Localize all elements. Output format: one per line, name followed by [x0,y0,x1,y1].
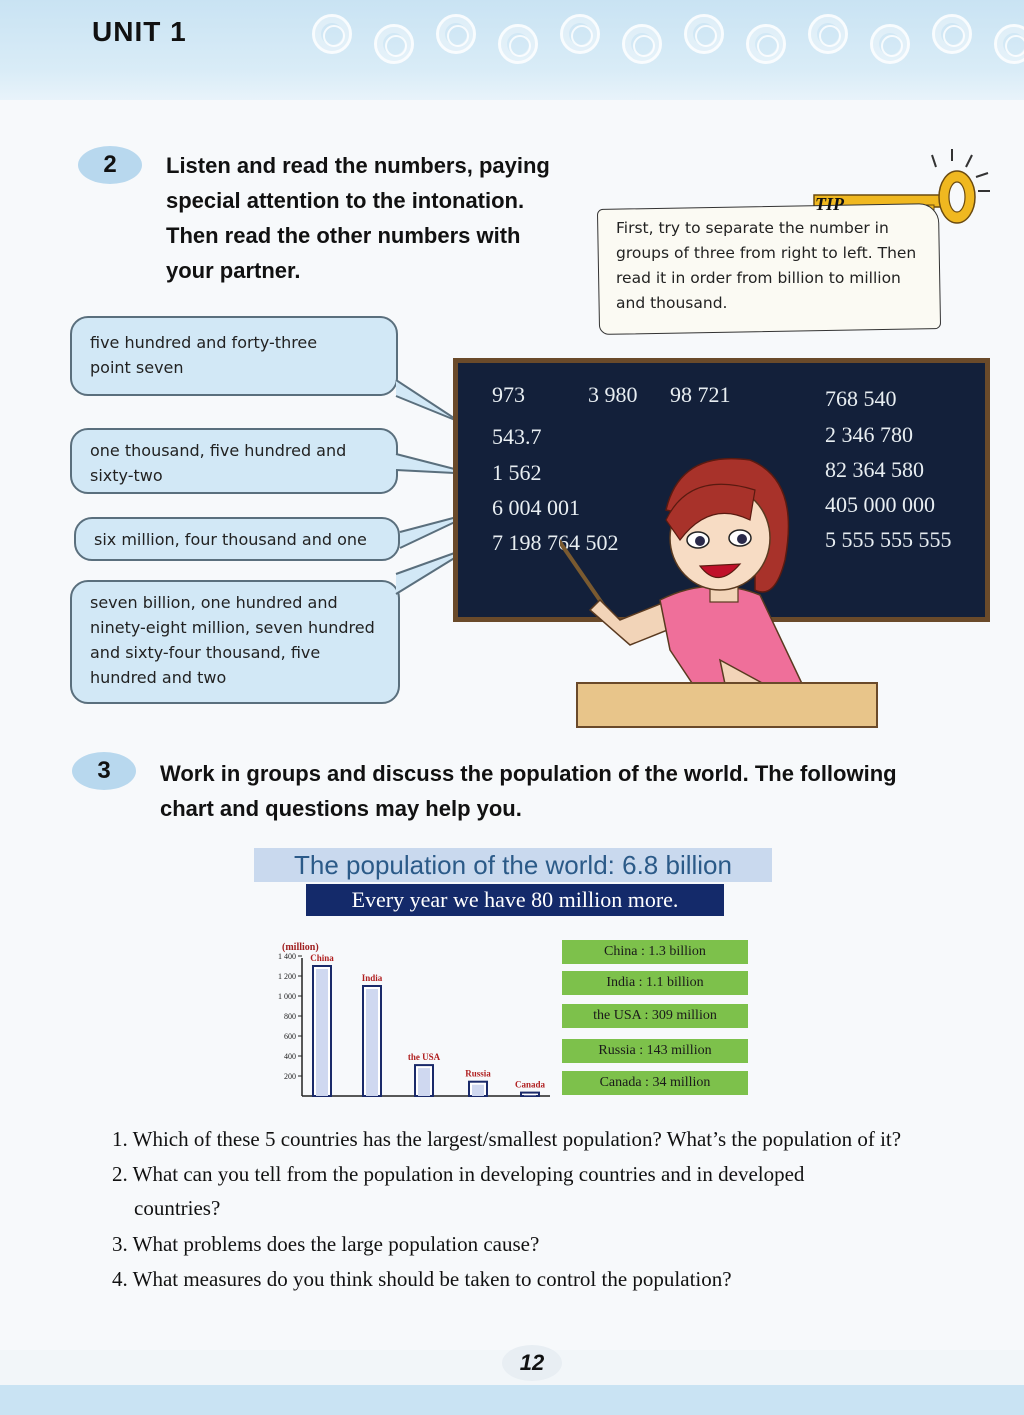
question-2-cont: countries? [134,1196,221,1220]
tip-text: First, try to separate the number in groups of three from right to left. Then read it in order from billion to million and thousand. [616,219,917,312]
y-tick-label: 1 200 [278,972,296,981]
page-number: 12 [502,1345,562,1381]
bar-inner [316,969,328,1096]
bar-label: Canada [514,1079,546,1090]
instruction-line: special attention to the intonation. [166,188,525,213]
circle-icon [498,24,538,64]
board-number: 973 [492,382,525,407]
circle-icon [932,14,972,54]
circle-icon [870,24,910,64]
instruction-line: Listen and read the numbers, paying [166,153,550,178]
board-number: 7 198 764 502 [492,530,619,555]
bar-inner [418,1068,430,1096]
instruction-line: Then read the other numbers with [166,223,521,248]
question-2: 2. What can you tell from the population in developing countries and in developed [112,1162,805,1186]
board-number: 98 721 [670,382,731,407]
legend-india: India : 1.1 billion [562,971,748,995]
y-tick-label: 400 [284,1052,296,1061]
teacher-desk [576,682,878,728]
chart-unit-label: (million) [282,942,319,953]
speech-bubble [74,517,400,561]
speech-bubble [70,428,398,494]
bar-canada [521,1093,539,1096]
page-header [0,0,1024,100]
y-tick-label: 600 [284,1032,296,1041]
board-number: 5 555 555 555 [825,527,952,552]
board-number: 3 980 [588,382,638,407]
circle-icon [684,14,724,54]
question-4: 4. What measures do you think should be taken to control the population? [112,1267,732,1291]
decorative-circles [312,10,1024,60]
board-number: 1 562 [492,460,542,485]
teacher-illustration [560,450,820,720]
legend-canada: Canada : 34 million [562,1071,748,1095]
board-number: 768 540 [825,386,897,411]
circle-icon [560,14,600,54]
y-tick-label: 800 [284,1012,296,1021]
circle-icon [312,14,352,54]
tip-label: TIP [815,194,844,214]
bubble-line: seven billion, one hundred and [90,593,338,612]
bubble-line: ninety-eight million, seven hundred [90,618,375,637]
circle-icon [436,14,476,54]
page-footer [0,1385,1024,1415]
circle-icon [994,24,1024,64]
board-number: 405 000 000 [825,492,935,517]
y-tick-label: 1 000 [278,992,296,1001]
speech-bubble [70,316,398,396]
speech-bubble [70,580,400,704]
circle-icon [746,24,786,64]
bubble-line: hundred and two [90,668,227,687]
circle-icon [374,24,414,64]
section-number-3: 3 [72,752,136,790]
instruction-line: your partner. [166,258,301,283]
unit-title: UNIT 1 [92,16,187,47]
bubble-line: one thousand, five hundred and [90,441,347,460]
population-bar-chart [262,936,556,1102]
bar-label: China [310,953,334,963]
legend-china: China : 1.3 billion [562,940,748,964]
section-number-2: 2 [78,146,142,184]
y-tick-label: 1 400 [278,952,296,961]
bar-inner [472,1085,484,1096]
circle-icon [622,24,662,64]
bubble-line: five hundred and forty-three [90,333,318,352]
population-title: The population of the world: 6.8 billion [254,848,772,882]
question-3: 3. What problems does the large population cause? [112,1232,540,1256]
bubble-line: six million, four thousand and one [94,530,367,549]
bar-label: the USA [407,1052,441,1063]
instruction-line: Work in groups and discuss the population of the world. The following [160,761,897,786]
bar-label: India [361,973,383,983]
section3-instruction [160,756,1000,826]
board-number: 6 004 001 [492,495,580,520]
legend-usa: the USA : 309 million [562,1004,748,1028]
legend-russia: Russia : 143 million [562,1039,748,1063]
population-subtitle: Every year we have 80 million more. [306,884,724,916]
circle-icon [808,14,848,54]
bubble-line: sixty-two [90,466,163,485]
section2-instruction [166,148,586,288]
bar-label: Russia [465,1068,491,1079]
instruction-line: chart and questions may help you. [160,796,522,821]
bar-inner [366,989,378,1096]
board-number: 543.7 [492,424,542,449]
board-number: 82 364 580 [825,457,924,482]
y-tick-label: 200 [284,1072,296,1081]
bubble-line: point seven [90,358,184,377]
question-1: 1. Which of these 5 countries has the largest/smallest population? What’s the population of it? [112,1127,902,1151]
board-number: 2 346 780 [825,422,913,447]
bubble-line: and sixty-four thousand, five [90,643,321,662]
